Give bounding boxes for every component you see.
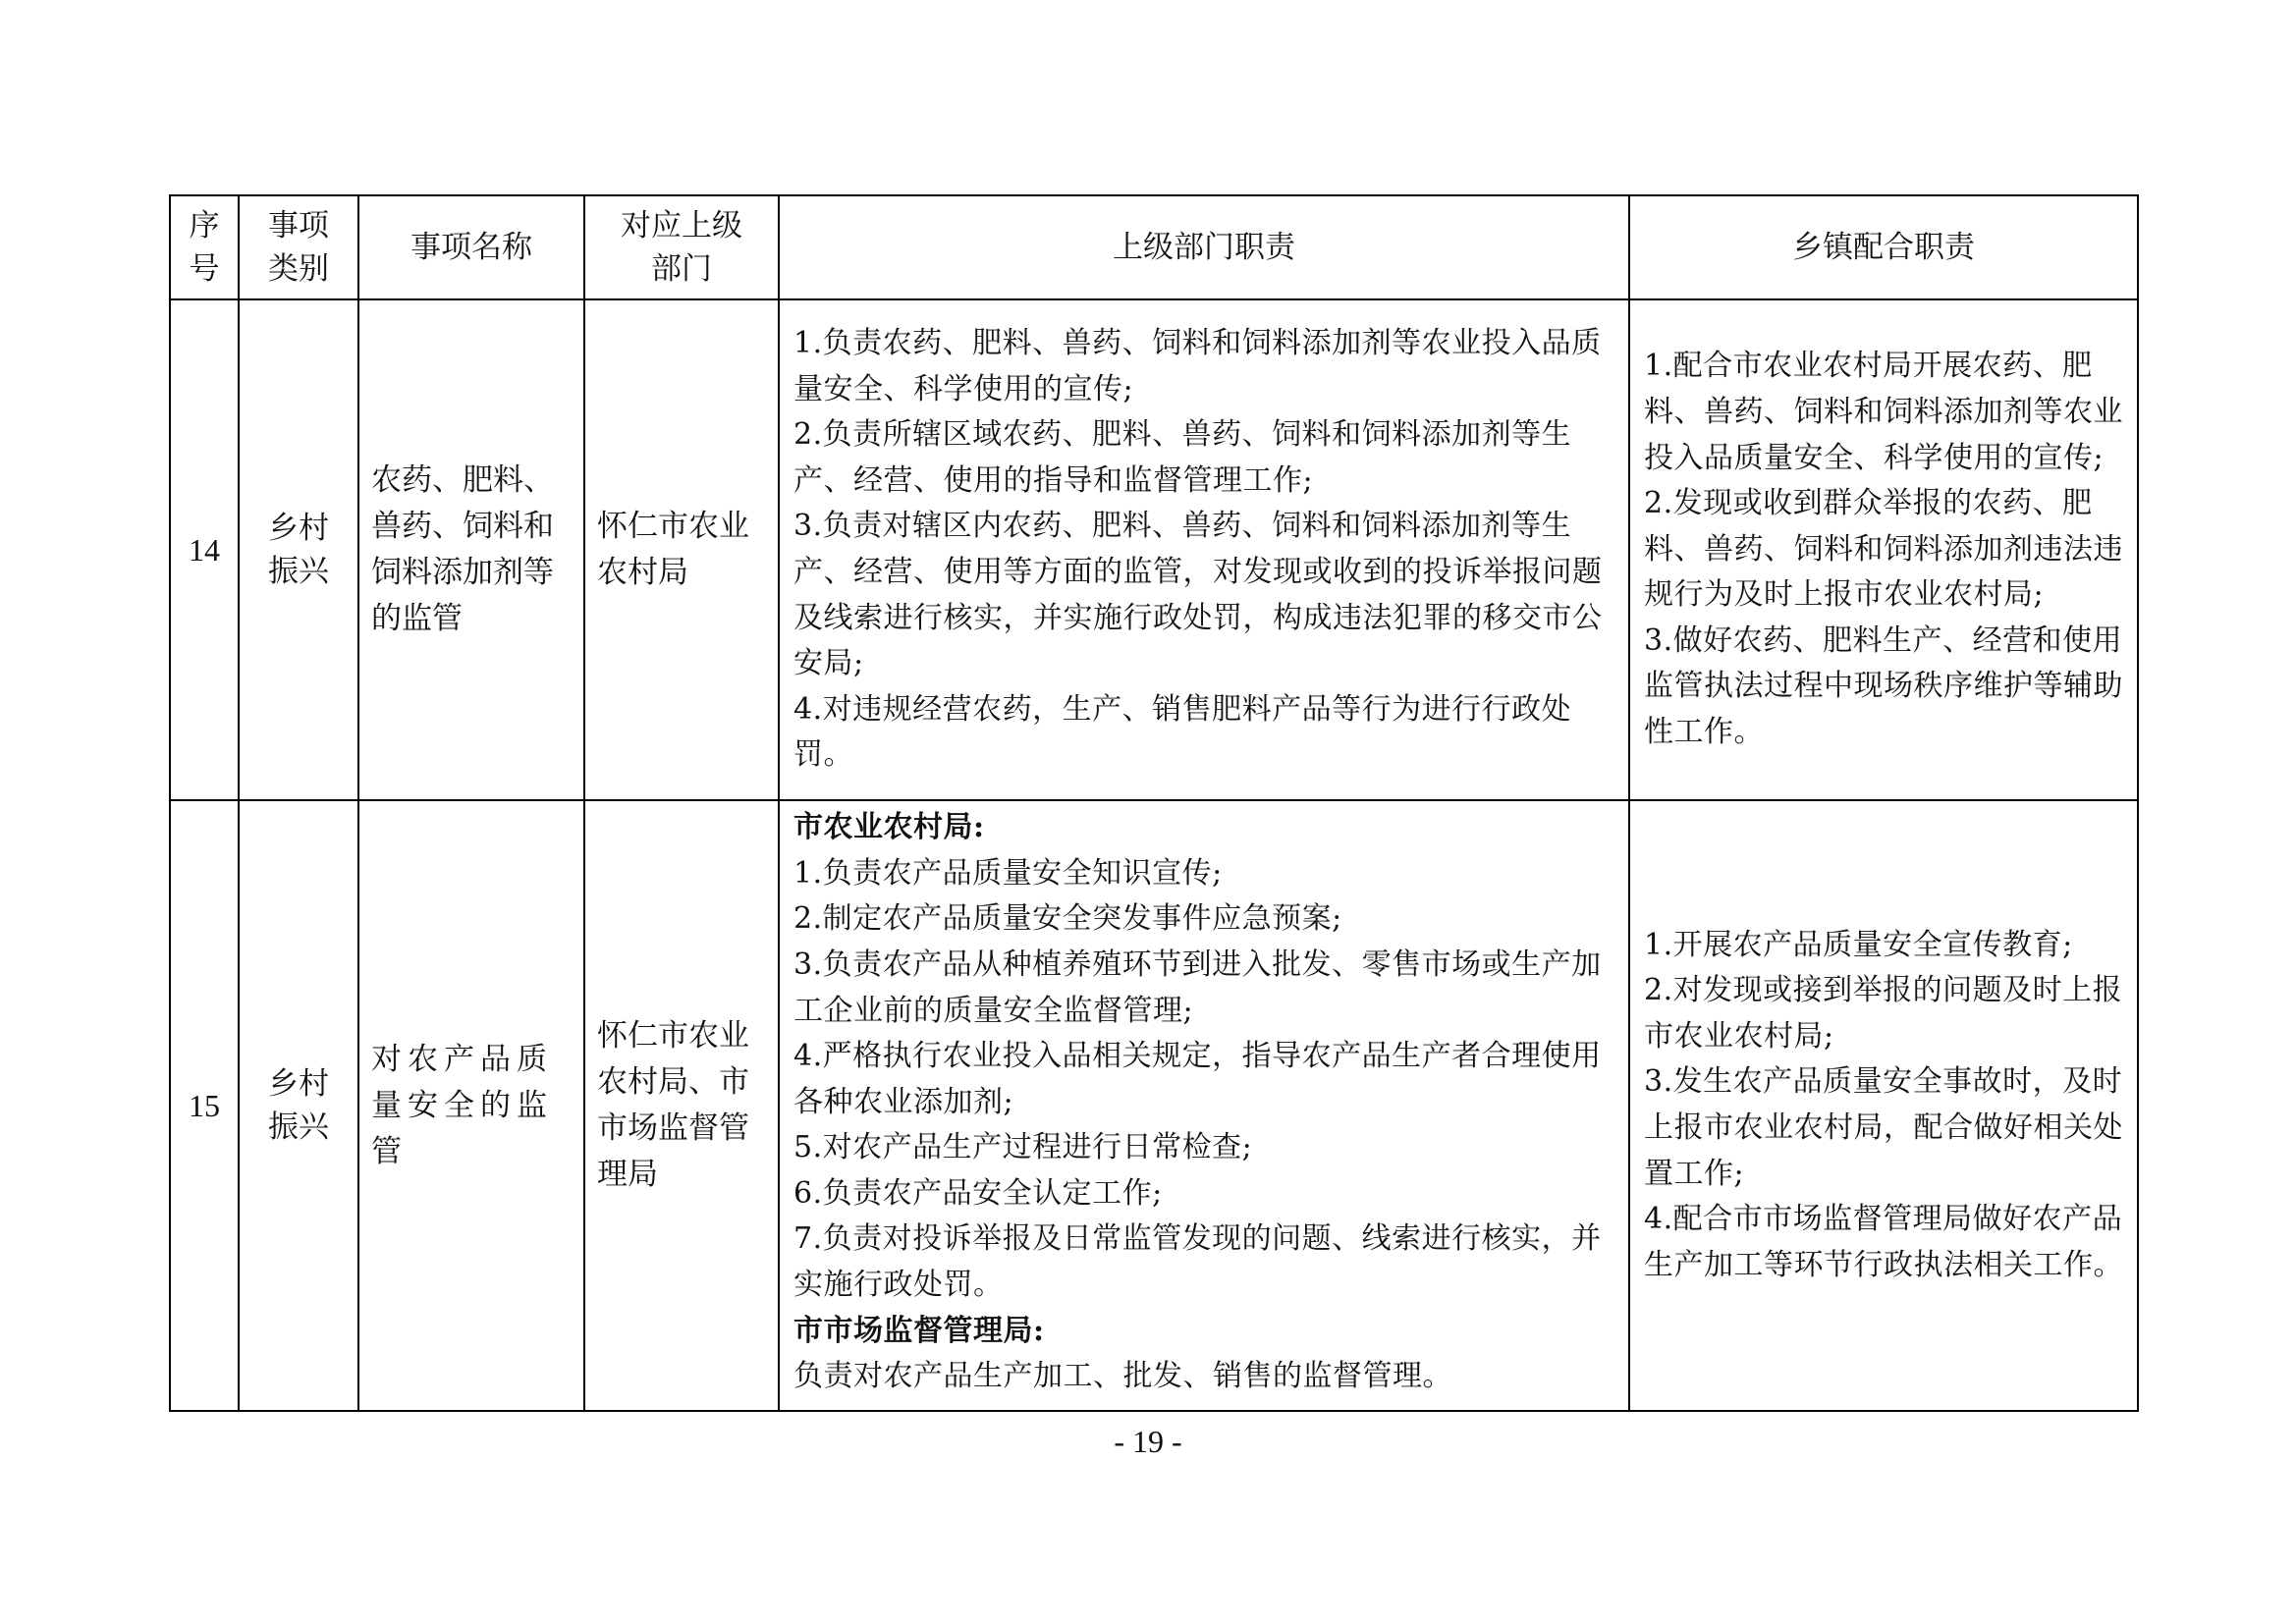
duty-item: 4.配合市市场监督管理局做好农产品生产加工等环节行政执法相关工作。 — [1644, 1202, 2123, 1282]
row-category: 乡村振兴 — [239, 800, 358, 1411]
duty-item: 3.负责对辖区内农药、肥料、兽药、饲料和饲料添加剂等生产、经营、使用等方面的监管，对发现或收到的投诉举报问题及线索进行核实，并实施行政处罚，构成违法犯罪的移交市公安局; — [793, 509, 1603, 681]
dept-heading-agriculture: 市农业农村局: — [793, 810, 985, 845]
table-row — [170, 299, 2138, 800]
row-superior-dept: 怀仁市农业农村局、市市场监督管理局 — [584, 800, 779, 1411]
row-superior-duties — [779, 800, 1629, 1411]
header-seq: 序号 — [170, 195, 239, 299]
duty-item: 3.发生农产品质量安全事故时，及时上报市农业农村局，配合做好相关处置工作; — [1644, 1064, 2123, 1191]
duty-item: 4.严格执行农业投入品相关规定，指导农产品生产者合理使用各种农业添加剂; — [793, 1039, 1602, 1119]
page-number: - 19 - — [1114, 1424, 1182, 1459]
row-superior-duties — [779, 299, 1629, 800]
row-township-duties — [1629, 299, 2138, 800]
duty-item: 4.对违规经营农药，生产、销售肥料产品等行为进行行政处罚。 — [793, 691, 1572, 773]
duty-item: 3.负责农产品从种植养殖环节到进入批发、零售市场或生产加工企业前的质量安全监督管理; — [793, 947, 1602, 1028]
duty-item: 2.对发现或接到举报的问题及时上报市农业农村局; — [1644, 973, 2123, 1054]
row-superior-dept: 怀仁市农业农村局 — [584, 299, 779, 800]
row-township-duties — [1629, 800, 2138, 1411]
header-category: 事项类别 — [239, 195, 358, 299]
duty-item: 2.负责所辖区域农药、肥料、兽药、饲料和饲料添加剂等生产、经营、使用的指导和监督管理工作; — [793, 417, 1572, 498]
duty-item: 负责对农产品生产加工、批发、销售的监督管理。 — [793, 1359, 1452, 1394]
row-item-name: 对农产品质量安全的监管 — [358, 800, 584, 1411]
duty-item: 5.对农产品生产过程进行日常检查; — [793, 1130, 1253, 1165]
row-seq: 15 — [170, 800, 239, 1411]
duty-item: 2.制定农产品质量安全突发事件应急预案; — [793, 901, 1342, 937]
header-item-name: 事项名称 — [358, 195, 584, 299]
header-superior-duties: 上级部门职责 — [779, 195, 1629, 299]
row-seq: 14 — [170, 299, 239, 800]
duties-table — [169, 194, 2139, 1412]
duty-item: 2.发现或收到群众举报的农药、肥料、兽药、饲料和饲料添加剂违法违规行为及时上报市农业农村局; — [1644, 486, 2123, 613]
table-row — [170, 800, 2138, 1411]
duty-item: 1.负责农药、肥料、兽药、饲料和饲料添加剂等农业投入品质量安全、科学使用的宣传; — [793, 326, 1602, 406]
duty-item: 1.开展农产品质量安全宣传教育; — [1644, 927, 2073, 962]
header-superior-dept: 对应上级部门 — [584, 195, 779, 299]
row-item-name: 农药、肥料、兽药、饲料和饲料添加剂等的监管 — [358, 299, 584, 800]
duty-item: 7.负责对投诉举报及日常监管发现的问题、线索进行核实，并实施行政处罚。 — [793, 1221, 1602, 1303]
duty-item: 1.配合市农业农村局开展农药、肥料、兽药、饲料和饲料添加剂等农业投入品质量安全、科学使用的宣传; — [1644, 349, 2123, 475]
dept-heading-market: 市市场监督管理局: — [793, 1313, 1045, 1348]
header-township-duties: 乡镇配合职责 — [1629, 195, 2138, 299]
duty-item: 1.负责农产品质量安全知识宣传; — [793, 855, 1223, 891]
table-header-row — [170, 195, 2138, 299]
duty-item: 6.负责农产品安全认定工作; — [793, 1175, 1163, 1211]
row-category: 乡村振兴 — [239, 299, 358, 800]
duty-item: 3.做好农药、肥料生产、经营和使用监管执法过程中现场秩序维护等辅助性工作。 — [1644, 622, 2123, 750]
